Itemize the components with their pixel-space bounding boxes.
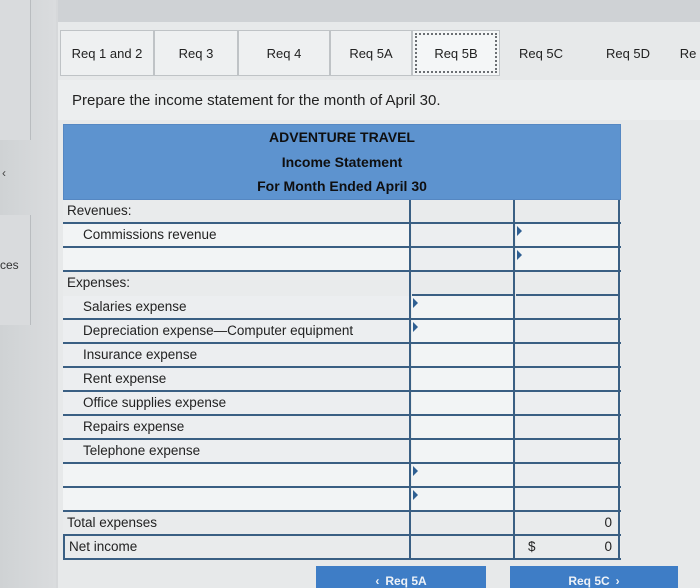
net-income-value: 0 (604, 538, 612, 554)
expense-amount-input[interactable] (412, 368, 515, 390)
expense-label[interactable]: Repairs expense (63, 416, 411, 438)
expense-label[interactable]: Insurance expense (63, 344, 411, 366)
prev-requirement-button[interactable] (316, 566, 486, 588)
tab-req-4[interactable]: Req 4 (238, 30, 330, 76)
expense-col-b (516, 416, 620, 438)
expense-blank-row (63, 464, 621, 488)
revenues-header-row (63, 200, 621, 224)
next-requirement-label: Req 5C (568, 574, 610, 588)
expense-label[interactable]: Telephone expense (63, 440, 411, 462)
next-requirement-button[interactable] (510, 566, 678, 588)
net-income-cell (516, 536, 620, 558)
expense-blank-row (63, 488, 621, 512)
tab-req-5d[interactable]: Req 5D (605, 45, 651, 61)
commissions-amount-input[interactable] (516, 224, 620, 246)
expense-blank-amount-input[interactable] (412, 464, 515, 486)
expenses-label: Expenses: (63, 272, 411, 296)
expense-label[interactable]: Office supplies expense (63, 392, 411, 414)
expense-row (63, 392, 621, 416)
tab-req-next-partial[interactable]: Re (679, 45, 697, 61)
expense-amount-input[interactable] (412, 416, 515, 438)
expense-row (63, 344, 621, 368)
expenses-col-a (412, 272, 515, 296)
net-income-col-a (412, 536, 515, 558)
revenue-blank-col-a (412, 248, 515, 270)
total-expenses-col-a (412, 512, 515, 534)
expense-label[interactable]: Salaries expense (63, 296, 411, 318)
expense-label[interactable]: Rent expense (63, 368, 411, 390)
input-marker-icon (517, 250, 522, 260)
requirement-tabs (58, 30, 700, 80)
statement-title: Income Statement (281, 153, 403, 170)
input-marker-icon (413, 322, 418, 332)
tab-req-5a[interactable]: Req 5A (330, 30, 412, 76)
revenue-blank-row (63, 248, 621, 272)
total-expenses-label: Total expenses (63, 512, 411, 534)
expense-col-b (516, 344, 620, 366)
expenses-col-b (516, 272, 620, 296)
net-income-label: Net income (63, 536, 411, 558)
commissions-label[interactable]: Commissions revenue (63, 224, 411, 246)
expense-row (63, 368, 621, 392)
tab-req-1-and-2[interactable]: Req 1 and 2 (60, 30, 154, 76)
expense-row (63, 296, 621, 320)
company-name: ADVENTURE TRAVEL (269, 129, 415, 145)
total-expenses-row (63, 512, 621, 536)
prev-requirement-label: Req 5A (385, 574, 427, 588)
expense-row (63, 416, 621, 440)
expense-row (63, 320, 621, 344)
expense-blank-label-input[interactable] (63, 488, 411, 510)
input-marker-icon (413, 490, 418, 500)
statement-period: For Month Ended April 30 (257, 178, 427, 194)
tab-req-5c[interactable]: Req 5C (518, 45, 564, 61)
revenue-blank-label-input[interactable] (63, 248, 411, 270)
tab-req-3[interactable]: Req 3 (154, 30, 238, 76)
net-income-row (63, 536, 621, 560)
expense-col-b (516, 440, 620, 462)
chevron-left-icon: ‹ (375, 574, 380, 588)
instruction-bar (58, 80, 700, 120)
input-marker-icon (413, 466, 418, 476)
instruction-text: Prepare the income statement for the month of April 30. (72, 92, 441, 109)
expense-amount-input[interactable] (412, 440, 515, 462)
main-panel (58, 0, 700, 588)
chevron-right-icon: › (615, 574, 620, 588)
expenses-header-row (63, 272, 621, 296)
revenue-blank-amount-input[interactable] (516, 248, 620, 270)
expense-col-b (516, 320, 620, 342)
tab-req-5b[interactable]: Req 5B (412, 30, 500, 76)
statement-header (63, 124, 621, 200)
revenues-label: Revenues: (63, 200, 411, 222)
expense-blank-amount-input[interactable] (412, 488, 515, 510)
sidebar-panel-top (0, 0, 31, 140)
input-marker-icon (413, 298, 418, 308)
expense-col-b (516, 296, 620, 318)
total-expenses-value: 0 (516, 512, 620, 534)
income-statement-sheet (63, 124, 621, 560)
commissions-col-a (412, 224, 515, 246)
expense-blank-label-input[interactable] (63, 464, 411, 486)
expense-amount-input[interactable] (412, 344, 515, 366)
expense-amount-input[interactable] (412, 296, 515, 318)
commissions-row (63, 224, 621, 248)
expense-row (63, 440, 621, 464)
top-bar (58, 0, 700, 22)
dollar-sign: $ (528, 538, 536, 554)
expense-blank-col-b (516, 488, 620, 510)
expense-amount-input[interactable] (412, 320, 515, 342)
revenues-col-b (516, 200, 620, 222)
left-sidebar-strip (0, 0, 56, 588)
revenues-col-a (412, 200, 515, 222)
expense-label[interactable]: Depreciation expense—Computer equipment (63, 320, 411, 342)
expense-amount-input[interactable] (412, 392, 515, 414)
input-marker-icon (517, 226, 522, 236)
chevron-left-icon[interactable]: ‹ (2, 166, 6, 180)
expense-col-b (516, 392, 620, 414)
expense-col-b (516, 368, 620, 390)
sidebar-label-fragment[interactable]: ces (0, 258, 19, 272)
expense-blank-col-b (516, 464, 620, 486)
